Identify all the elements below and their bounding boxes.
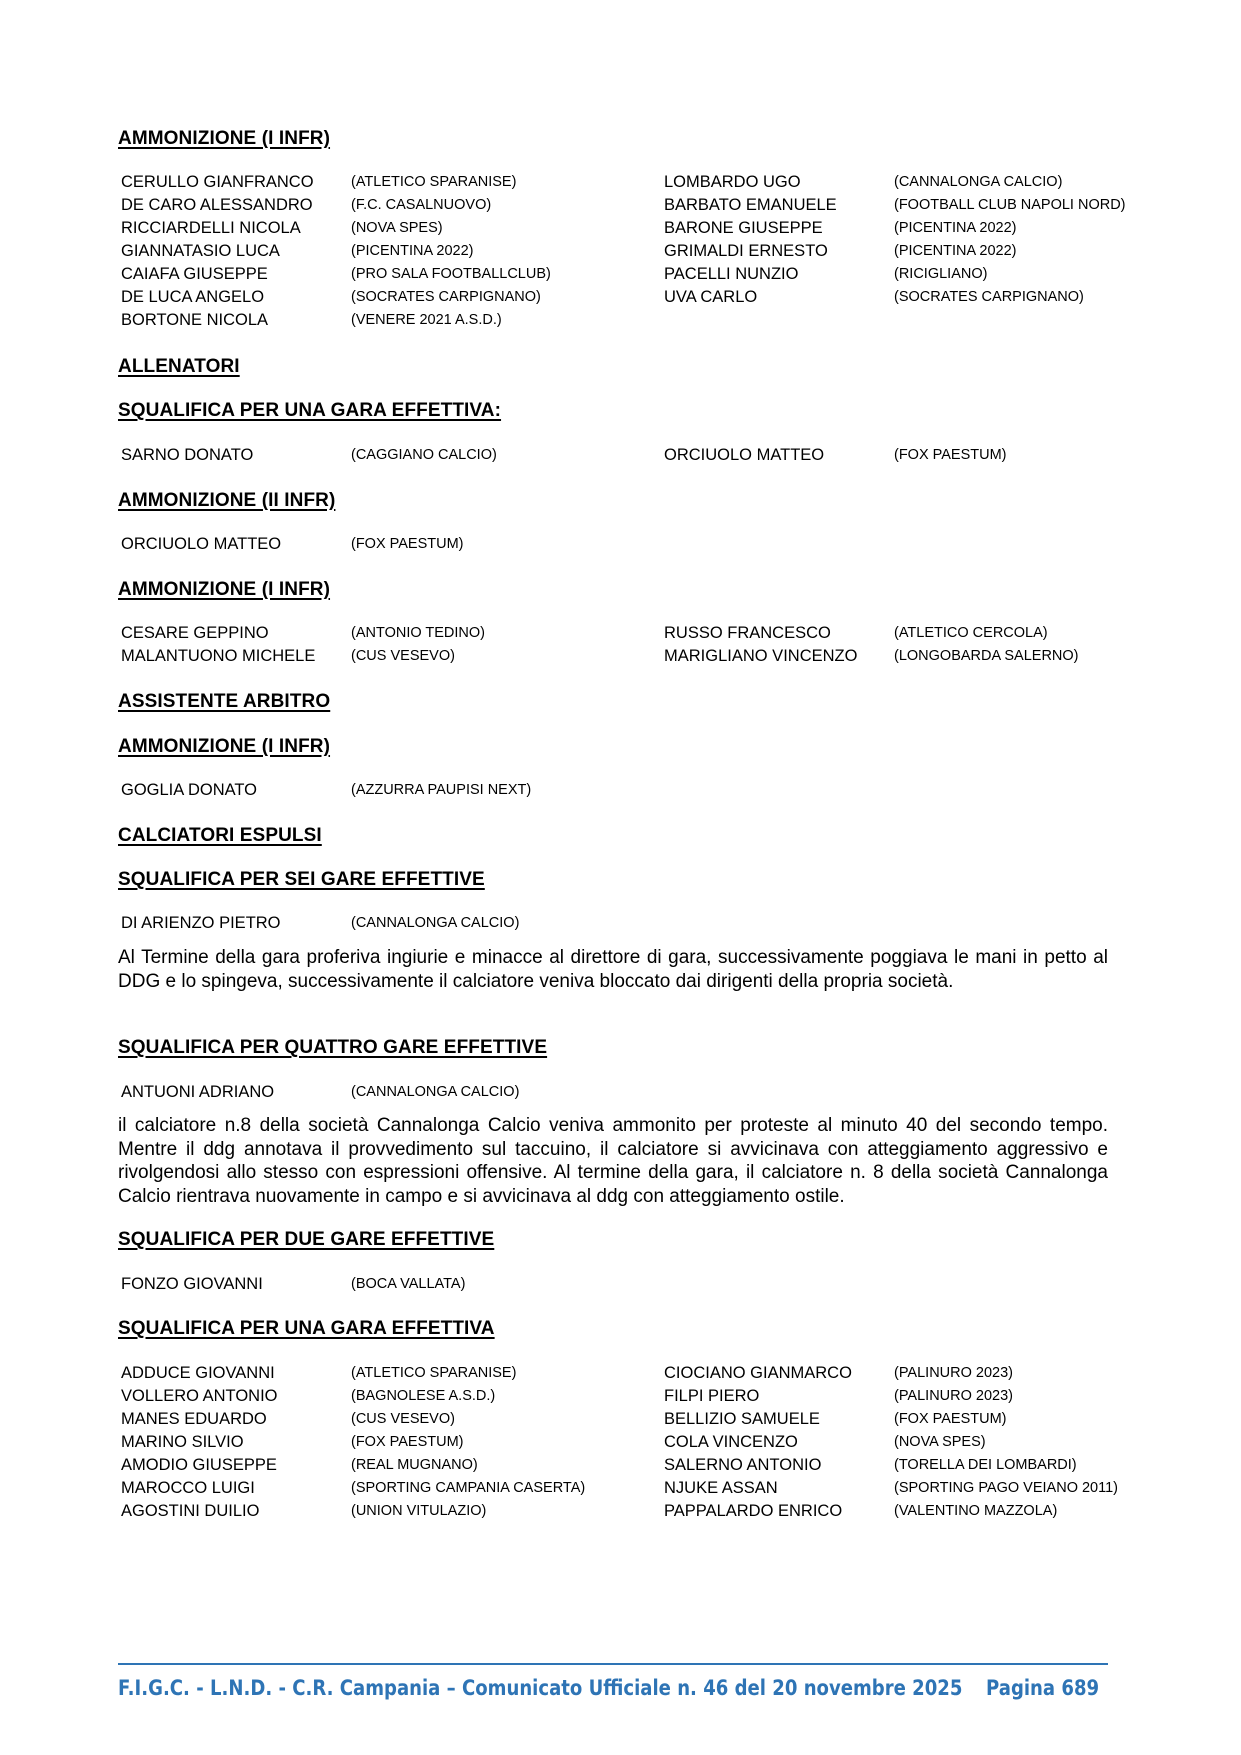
section-heading-ammonizione-i-infr: AMMONIZIONE (I INFR) bbox=[118, 736, 331, 757]
section-heading-squalifica-una-gara: SQUALIFICA PER UNA GARA EFFETTIVA bbox=[118, 1318, 495, 1339]
footer-title: F.I.G.C. - L.N.D. - C.R. Campania – Comunicato Ufficiale n. 46 del 20 novembre 2025 bbox=[118, 1676, 963, 1700]
section-heading-squalifica-quattro-gare: SQUALIFICA PER QUATTRO GARE EFFETTIVE bbox=[118, 1037, 548, 1058]
section-heading-ammonizione-i-infr: AMMONIZIONE (I INFR) bbox=[118, 579, 331, 600]
footer-divider bbox=[118, 1663, 1108, 1665]
section-heading-assistente-arbitro: ASSISTENTE ARBITRO bbox=[118, 691, 331, 712]
section-heading-ammonizione-ii-infr: AMMONIZIONE (II INFR) bbox=[118, 490, 336, 511]
section-heading-calciatori-espulsi: CALCIATORI ESPULSI bbox=[118, 825, 322, 846]
section-heading-squalifica-una-gara: SQUALIFICA PER UNA GARA EFFETTIVA: bbox=[118, 400, 502, 421]
section-heading-squalifica-sei-gare: SQUALIFICA PER SEI GARE EFFETTIVE bbox=[118, 869, 485, 890]
section-heading-squalifica-due-gare: SQUALIFICA PER DUE GARE EFFETTIVE bbox=[118, 1229, 495, 1250]
document-page: AMMONIZIONE (I INFR) CERULLO GIANFRANCO (ATLETICO SPARANISE) DE CARO ALESSANDRO (F.C. CASALNUOVO) RICCIARDELLI NICOLA (NOVA SPES) GIANNATASIO LUCA (PICENTINA 2022) CAIAFA GIUSEPPE (PRO SALA FOOTBALLCLUB) DE LUCA ANGELO (SOCRATES CARPIGNANO) BORTONE NICOLA (VENERE 2021 A.S.D.) LOMBARDO UGO (CANNALONGA CALCIO) BARBATO EMANUELE (FOOTBALL CLUB NAPOLI NORD) BARONE GIUSEPPE (PICENTINA 2022) GRIMALDI ERNESTO (PICENTINA 2022) PACELLI NUNZIO (RICIGLIANO) UVA CARLO (SOCRATES CARPIGNANO) ALLENATORI SQUALIFICA PER UNA GARA EFFETTIVA: SARNO DONATO (CAGGIANO CALCIO) ORCIUOLO MATTEO (FOX PAESTUM) AMMONIZIONE (II INFR) ORCIUOLO MATTEO (FOX PAESTUM) AMMONIZIONE (I INFR) CESARE GEPPINO (ANTONIO TEDINO) MALANTUONO MICHELE (CUS VESEVO) RUSSO FRANCESCO (ATLETICO CERCOLA) MARIGLIANO VINCENZO (LONGOBARDA SALERNO) ASSISTENTE ARBITRO AMMONIZIONE (I INFR) GOGLIA DONATO (AZZURRA PAUPISI NEXT) CALCIATORI ESPULSI SQUALIFICA PER SEI GARE EFFETTIVE DI ARIENZO PIETRO (CANNALONGA CALCIO) Al Termine della gara proferiva ingiurie e minacce al direttore di gara, successivamente poggiava le mani in petto al DDG e lo spingeva, successivamente il calciatore veniva bloccato dai dirigenti della propria società. SQUALIFICA PER QUATTRO GARE EFFETTIVE ANTUONI ADRIANO (CANNALONGA CALCIO) il calciatore n.8 della società Cannalonga Calcio veniva ammonito per proteste al minuto 40 del secondo tempo. Mentre il ddg annotava il provvedimento sul taccuino, il calciatore si avvicinava con atteggiamento aggressivo e rivolgendosi allo stesso con espressioni offensive. Al termine della gara, il calciatore n. 8 della società Cannalonga Calcio rientrava nuovamente in campo e si avvicinava al ddg con atteggiamento ostile. SQUALIFICA PER DUE GARE EFFETTIVE FONZO GIOVANNI (BOCA VALLATA) SQUALIFICA PER UNA GARA EFFETTIVA ADDUCE GIOVANNI (ATLETICO SPARANISE) VOLLERO ANTONIO (BAGNOLESE A.S.D.) MANES EDUARDO (CUS VESEVO) MARINO SILVIO (FOX PAESTUM) AMODIO GIUSEPPE (REAL MUGNANO) MAROCCO LUIGI (SPORTING CAMPANIA CASERTA) AGOSTINI DUILIO (UNION VITULAZIO) CIOCIANO GIANMARCO (PALINURO 2023) FILPI PIERO (PALINURO 2023) BELLIZIO SAMUELE (FOX PAESTUM) COLA VINCENZO (NOVA SPES) SALERNO ANTONIO (TORELLA DEI LOMBARDI) NJUKE ASSAN (SPORTING PAGO VEIANO 2011) PAPPALARDO ENRICO (VALENTINO MAZZOLA) F.I.G.C. - L.N.D. - C.R. Campania – Comunicato Ufficiale n. 46 del 20 novembre 2025 Pagina 689 bbox=[118, 128, 1126, 1700]
section-heading-allenatori: ALLENATORI bbox=[118, 356, 240, 377]
page-number: Pagina 689 bbox=[986, 1676, 1100, 1700]
section-heading-ammonizione-i-infr: AMMONIZIONE (I INFR) bbox=[118, 128, 331, 149]
disciplinary-reason-text: il calciatore n.8 della società Cannalonga Calcio veniva ammonito per proteste al minuto 40 del secondo tempo. Mentre il ddg annotava il provvedimento sul taccuino, il calciatore si avvicinava con atteggiamento aggressivo e rivolgendosi allo stesso con espressioni offensive. Al termine della gara, il calciatore n. 8 della società Cannalonga Calcio rientrava nuovamente in campo e si avvicinava al ddg con atteggiamento ostile. bbox=[118, 1115, 1108, 1207]
disciplinary-reason-text: Al Termine della gara proferiva ingiurie e minacce al direttore di gara, successivamente poggiava le mani in petto al DDG e lo spingeva, successivamente il calciatore veniva bloccato dai dirigenti della propria società. bbox=[118, 947, 1108, 992]
